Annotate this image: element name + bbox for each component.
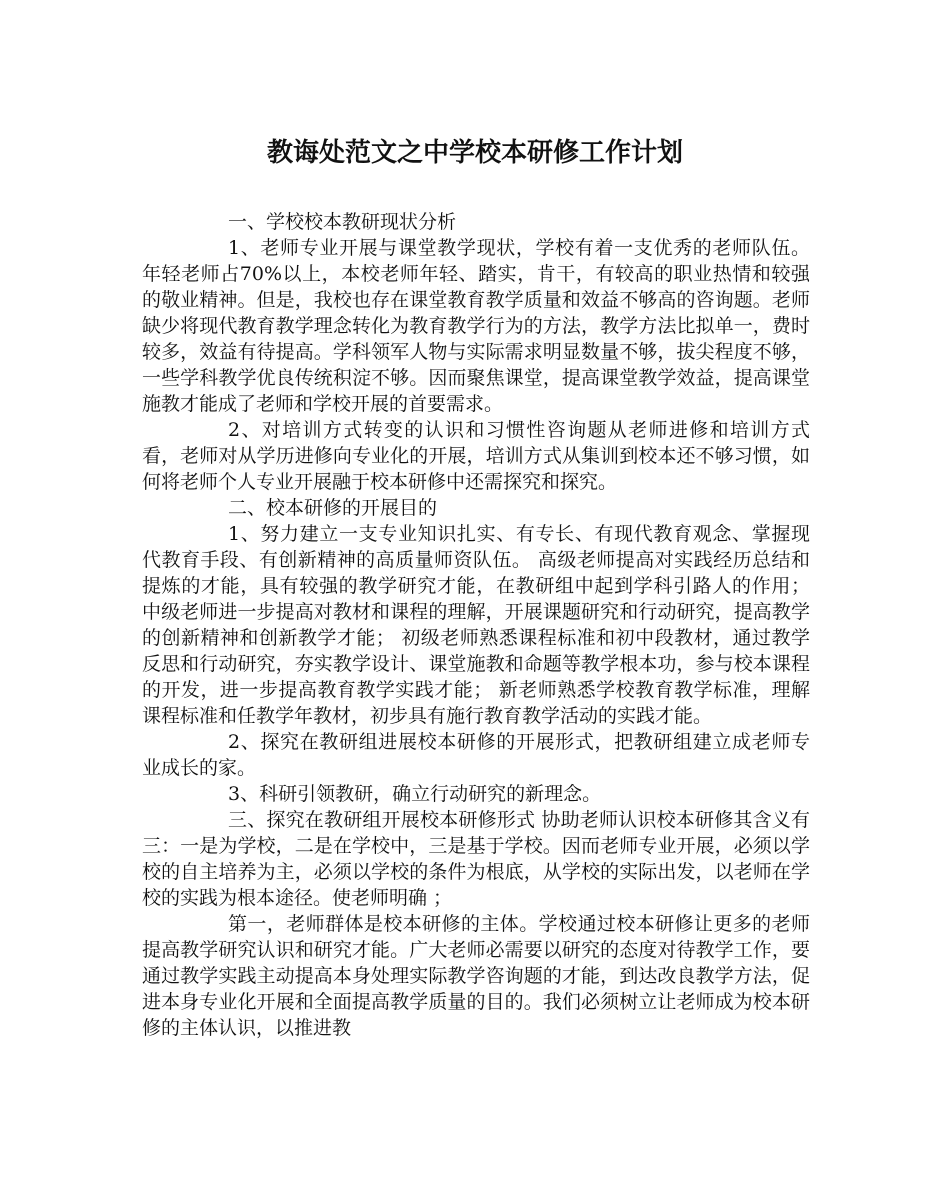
- paragraph: 1、努力建立一支专业知识扎实、有专长、有现代教育观念、掌握现代教育手段、有创新精神的高质量师资队伍。 高级老师提高对实践经历总结和提炼的才能，具有较强的教学研究才能，在教研组中起到学科引路人的作用； 中级老师进一步提高对教材和课程的理解，开展课题研究和行动研究，提高教学的创新精神和创新教学才能； 初级老师熟悉课程标准和初中段教材，通过教学反思和行动研究，夯实教学设计、课堂施教和命题等教学根本功，参与校本课程的开发，进一步提高教育教学实践才能； 新老师熟悉学校教育教学标准，理解课程标准和任教学年教材，初步具有施行教育教学活动的实践才能。: [142, 523, 810, 727]
- section-heading-3: 三、探究在教研组开展校本研修形式 协助老师认识校本研修其含义有三：一是为学校，二是在学校中，三是基于学校。因而老师专业开展，必须以学校的自主培养为主，必须以学校的条件为根底，从学校的实际出发，以老师在学校的实践为根本途径。使老师明确 ；: [142, 809, 810, 909]
- paragraph: 2、探究在教研组进展校本研修的开展形式，把教研组建立成老师专业成长的家。: [142, 731, 810, 779]
- paragraph: 3、科研引领教研，确立行动研究的新理念。: [228, 783, 602, 805]
- document-body: [142, 209, 810, 1041]
- section-heading-1: 一、学校校本教研现状分析: [228, 211, 457, 233]
- paragraph: 第一，老师群体是校本研修的主体。学校通过校本研修让更多的老师提高教学研究认识和研究才能。广大老师必需要以研究的态度对待教学工作，要通过教学实践主动提高本身处理实际教学咨询题的才能，到达改良教学方法，促进本身专业化开展和全面提高教学质量的目的。我们必须树立让老师成为校本研修的主体认识，以推进教: [142, 913, 810, 1039]
- document-title: 教诲处范文之中学校本研修工作计划: [266, 138, 683, 168]
- section-heading-2: 二、校本研修的开展目的: [228, 497, 438, 519]
- paragraph: 1、老师专业开展与课堂教学现状，学校有着一支优秀的老师队伍。年轻老师占70%以上，本校老师年轻、踏实，肯干，有较高的职业热情和较强的敬业精神。但是，我校也存在课堂教育教学质量和效益不够高的咨询题。老师缺少将现代教育教学理念转化为教育教学行为的方法，教学方法比拟单一，费时较多，效益有待提高。学科领军人物与实际需求明显数量不够，拔尖程度不够，一些学科教学优良传统积淀不够。因而聚焦课堂，提高课堂教学效益，提高课堂施教才能成了老师和学校开展的首要需求。: [142, 237, 810, 415]
- paragraph: 2、对培训方式转变的认识和习惯性咨询题从老师进修和培训方式看，老师对从学历进修向专业化的开展，培训方式从集训到校本还不够习惯，如何将老师个人专业开展融于校本研修中还需探究和探究。: [142, 419, 810, 493]
